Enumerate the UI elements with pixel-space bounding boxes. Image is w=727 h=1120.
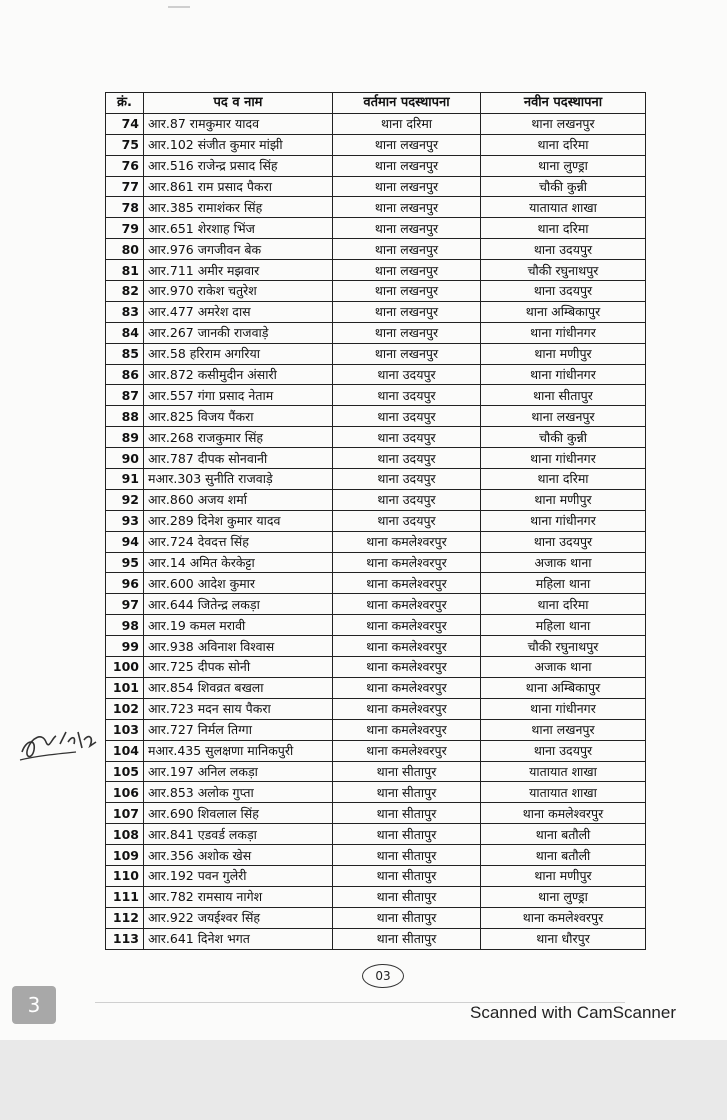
serial-cell: 88: [106, 406, 144, 427]
current-posting-cell: थाना कमलेश्वरपुर: [333, 719, 481, 740]
current-posting-cell: थाना लखनपुर: [333, 134, 481, 155]
serial-cell: 75: [106, 134, 144, 155]
table-row: [106, 845, 646, 866]
table-row: [106, 761, 646, 782]
serial-cell: 74: [106, 113, 144, 134]
current-posting-cell: थाना कमलेश्वरपुर: [333, 740, 481, 761]
new-posting-cell: थाना गांधीनगर: [481, 510, 646, 531]
name-cell: आर.19 कमल मरावी: [144, 615, 333, 636]
current-posting-cell: थाना लखनपुर: [333, 176, 481, 197]
serial-cell: 95: [106, 552, 144, 573]
table-row: [106, 113, 646, 134]
new-posting-cell: अजाक थाना: [481, 552, 646, 573]
serial-cell: 111: [106, 886, 144, 907]
new-posting-cell: थाना बतौली: [481, 824, 646, 845]
current-posting-cell: थाना कमलेश्वरपुर: [333, 531, 481, 552]
name-cell: आर.711 अमीर मझवार: [144, 260, 333, 281]
current-posting-cell: थाना सीतापुर: [333, 845, 481, 866]
current-posting-cell: थाना लखनपुर: [333, 260, 481, 281]
name-cell: आर.87 रामकुमार यादव: [144, 113, 333, 134]
table-row: [106, 343, 646, 364]
serial-cell: 109: [106, 845, 144, 866]
new-posting-cell: थाना धौरपुर: [481, 928, 646, 949]
table-row: [106, 260, 646, 281]
name-cell: आर.516 राजेन्द्र प्रसाद सिंह: [144, 155, 333, 176]
new-posting-cell: थाना उदयपुर: [481, 239, 646, 260]
name-cell: आर.970 राकेश चतुरेश: [144, 281, 333, 302]
current-posting-cell: थाना उदयपुर: [333, 489, 481, 510]
current-posting-cell: थाना लखनपुर: [333, 197, 481, 218]
handwritten-signature: [16, 718, 98, 766]
name-cell: आर.782 रामसाय नागेश: [144, 886, 333, 907]
new-posting-cell: थाना उदयपुर: [481, 740, 646, 761]
table-row: [106, 740, 646, 761]
table-row: [106, 364, 646, 385]
name-cell: आर.102 संजीत कुमार मांझी: [144, 134, 333, 155]
current-posting-cell: थाना सीतापुर: [333, 907, 481, 928]
serial-cell: 90: [106, 448, 144, 469]
header-new-posting: नवीन पदस्थापना: [481, 93, 646, 114]
name-cell: आर.268 राजकुमार सिंह: [144, 427, 333, 448]
table-row: [106, 218, 646, 239]
new-posting-cell: चौकी रघुनाथपुर: [481, 636, 646, 657]
current-posting-cell: थाना कमलेश्वरपुर: [333, 573, 481, 594]
header-name: पद व नाम: [144, 93, 333, 114]
table-row: [106, 469, 646, 490]
new-posting-cell: थाना दरिमा: [481, 594, 646, 615]
new-posting-cell: महिला थाना: [481, 573, 646, 594]
name-cell: आर.787 दीपक सोनवानी: [144, 448, 333, 469]
table-row: [106, 448, 646, 469]
serial-cell: 85: [106, 343, 144, 364]
current-posting-cell: थाना उदयपुर: [333, 448, 481, 469]
name-cell: आर.853 अलोक गुप्ता: [144, 782, 333, 803]
serial-cell: 84: [106, 322, 144, 343]
table-row: [106, 573, 646, 594]
current-posting-cell: थाना उदयपुर: [333, 427, 481, 448]
new-posting-cell: थाना अम्बिकापुर: [481, 301, 646, 322]
name-cell: आर.289 दिनेश कुमार यादव: [144, 510, 333, 531]
name-cell: आर.922 जयईश्वर सिंह: [144, 907, 333, 928]
serial-cell: 86: [106, 364, 144, 385]
table-row: [106, 803, 646, 824]
new-posting-cell: थाना गांधीनगर: [481, 698, 646, 719]
new-posting-cell: थाना मणीपुर: [481, 343, 646, 364]
table-row: [106, 657, 646, 678]
table-row: [106, 698, 646, 719]
current-posting-cell: थाना सीतापुर: [333, 886, 481, 907]
new-posting-cell: थाना लुण्ड्रा: [481, 155, 646, 176]
serial-cell: 89: [106, 427, 144, 448]
table-row: [106, 782, 646, 803]
table-row: [106, 322, 646, 343]
serial-cell: 91: [106, 469, 144, 490]
name-cell: आर.723 मदन साय पैकरा: [144, 698, 333, 719]
current-posting-cell: थाना उदयपुर: [333, 364, 481, 385]
table-row: [106, 155, 646, 176]
serial-cell: 107: [106, 803, 144, 824]
serial-cell: 99: [106, 636, 144, 657]
name-cell: आर.727 निर्मल तिग्गा: [144, 719, 333, 740]
scan-mark: [168, 6, 190, 8]
table-row: [106, 406, 646, 427]
current-posting-cell: थाना लखनपुर: [333, 155, 481, 176]
table-row: [106, 239, 646, 260]
current-posting-cell: थाना उदयपुर: [333, 510, 481, 531]
new-posting-cell: थाना अम्बिकापुर: [481, 677, 646, 698]
new-posting-cell: चौकी कुन्नी: [481, 176, 646, 197]
new-posting-cell: थाना कमलेश्वरपुर: [481, 803, 646, 824]
new-posting-cell: थाना लुण्ड्रा: [481, 886, 646, 907]
transfer-table: [105, 92, 646, 950]
name-cell: आर.841 एडवर्ड लकड़ा: [144, 824, 333, 845]
table-row: [106, 928, 646, 949]
serial-cell: 81: [106, 260, 144, 281]
serial-cell: 100: [106, 657, 144, 678]
name-cell: आर.690 शिवलाल सिंह: [144, 803, 333, 824]
new-posting-cell: थाना दरिमा: [481, 218, 646, 239]
new-posting-cell: थाना लखनपुर: [481, 113, 646, 134]
new-posting-cell: थाना सीतापुर: [481, 385, 646, 406]
new-posting-cell: यातायात शाखा: [481, 782, 646, 803]
table-row: [106, 510, 646, 531]
serial-cell: 104: [106, 740, 144, 761]
new-posting-cell: थाना दरिमा: [481, 469, 646, 490]
table-row: [106, 385, 646, 406]
table-row: [106, 824, 646, 845]
current-posting-cell: थाना सीतापुर: [333, 803, 481, 824]
name-cell: आर.861 राम प्रसाद पैकरा: [144, 176, 333, 197]
name-cell: आर.976 जगजीवन बेक: [144, 239, 333, 260]
table-row: [106, 176, 646, 197]
table-row: [106, 531, 646, 552]
serial-cell: 82: [106, 281, 144, 302]
name-cell: आर.385 रामाशंकर सिंह: [144, 197, 333, 218]
serial-cell: 93: [106, 510, 144, 531]
new-posting-cell: थाना गांधीनगर: [481, 364, 646, 385]
current-posting-cell: थाना सीतापुर: [333, 761, 481, 782]
new-posting-cell: थाना लखनपुर: [481, 406, 646, 427]
current-posting-cell: थाना कमलेश्वरपुर: [333, 615, 481, 636]
current-posting-cell: थाना कमलेश्वरपुर: [333, 636, 481, 657]
current-posting-cell: थाना सीतापुर: [333, 824, 481, 845]
new-posting-cell: थाना दरिमा: [481, 134, 646, 155]
table-row: [106, 865, 646, 886]
name-cell: आर.860 अजय शर्मा: [144, 489, 333, 510]
current-posting-cell: थाना उदयपुर: [333, 406, 481, 427]
header-serial: क्रं.: [106, 93, 144, 114]
page-number: 03: [362, 964, 404, 988]
serial-cell: 98: [106, 615, 144, 636]
current-posting-cell: थाना लखनपुर: [333, 301, 481, 322]
scanner-watermark: Scanned with CamScanner: [470, 1003, 677, 1022]
serial-cell: 77: [106, 176, 144, 197]
name-cell: आर.854 शिवव्रत बखला: [144, 677, 333, 698]
table-row: [106, 907, 646, 928]
serial-cell: 101: [106, 677, 144, 698]
name-cell: आर.192 पवन गुलेरी: [144, 865, 333, 886]
name-cell: आर.938 अविनाश विश्वास: [144, 636, 333, 657]
current-posting-cell: थाना लखनपुर: [333, 218, 481, 239]
new-posting-cell: थाना बतौली: [481, 845, 646, 866]
name-cell: आर.267 जानकी राजवाड़े: [144, 322, 333, 343]
current-posting-cell: थाना लखनपुर: [333, 239, 481, 260]
name-cell: आर.557 गंगा प्रसाद नेताम: [144, 385, 333, 406]
current-posting-cell: थाना कमलेश्वरपुर: [333, 594, 481, 615]
name-cell: आर.651 शेरशाह भिंज: [144, 218, 333, 239]
table-row: [106, 489, 646, 510]
name-cell: आर.724 देवदत्त सिंह: [144, 531, 333, 552]
new-posting-cell: थाना गांधीनगर: [481, 322, 646, 343]
current-posting-cell: थाना कमलेश्वरपुर: [333, 677, 481, 698]
current-posting-cell: थाना सीतापुर: [333, 928, 481, 949]
name-cell: मआर.435 सुलक्षणा मानिकपुरी: [144, 740, 333, 761]
current-posting-cell: थाना दरिमा: [333, 113, 481, 134]
new-posting-cell: थाना मणीपुर: [481, 489, 646, 510]
name-cell: आर.356 अशोक खेस: [144, 845, 333, 866]
table-row: [106, 719, 646, 740]
serial-cell: 110: [106, 865, 144, 886]
serial-cell: 113: [106, 928, 144, 949]
name-cell: आर.725 दीपक सोनी: [144, 657, 333, 678]
name-cell: आर.644 जितेन्द्र लकड़ा: [144, 594, 333, 615]
table-row: [106, 197, 646, 218]
serial-cell: 97: [106, 594, 144, 615]
serial-cell: 87: [106, 385, 144, 406]
current-posting-cell: थाना कमलेश्वरपुर: [333, 552, 481, 573]
new-posting-cell: चौकी कुन्नी: [481, 427, 646, 448]
serial-cell: 94: [106, 531, 144, 552]
new-posting-cell: थाना मणीपुर: [481, 865, 646, 886]
new-posting-cell: यातायात शाखा: [481, 197, 646, 218]
name-cell: आर.58 हरिराम अगरिया: [144, 343, 333, 364]
serial-cell: 102: [106, 698, 144, 719]
page-badge: 3: [12, 986, 56, 1024]
name-cell: आर.825 विजय पैंकरा: [144, 406, 333, 427]
serial-cell: 78: [106, 197, 144, 218]
name-cell: आर.872 कसीमुदीन अंसारी: [144, 364, 333, 385]
current-posting-cell: थाना कमलेश्वरपुर: [333, 698, 481, 719]
serial-cell: 112: [106, 907, 144, 928]
current-posting-cell: थाना कमलेश्वरपुर: [333, 657, 481, 678]
table-row: [106, 886, 646, 907]
name-cell: आर.197 अनिल लकड़ा: [144, 761, 333, 782]
serial-cell: 106: [106, 782, 144, 803]
serial-cell: 96: [106, 573, 144, 594]
serial-cell: 108: [106, 824, 144, 845]
table-row: [106, 615, 646, 636]
new-posting-cell: थाना उदयपुर: [481, 281, 646, 302]
serial-cell: 105: [106, 761, 144, 782]
new-posting-cell: चौकी रघुनाथपुर: [481, 260, 646, 281]
new-posting-cell: थाना लखनपुर: [481, 719, 646, 740]
current-posting-cell: थाना लखनपुर: [333, 281, 481, 302]
table-row: [106, 427, 646, 448]
table-row: [106, 594, 646, 615]
table-header-row: [106, 93, 646, 114]
new-posting-cell: थाना गांधीनगर: [481, 448, 646, 469]
current-posting-cell: थाना लखनपुर: [333, 343, 481, 364]
serial-cell: 103: [106, 719, 144, 740]
serial-cell: 76: [106, 155, 144, 176]
new-posting-cell: थाना कमलेश्वरपुर: [481, 907, 646, 928]
new-posting-cell: महिला थाना: [481, 615, 646, 636]
current-posting-cell: थाना लखनपुर: [333, 322, 481, 343]
header-current-posting: वर्तमान पदस्थापना: [333, 93, 481, 114]
new-posting-cell: थाना उदयपुर: [481, 531, 646, 552]
serial-cell: 79: [106, 218, 144, 239]
name-cell: आर.641 दिनेश भगत: [144, 928, 333, 949]
name-cell: आर.477 अमरेश दास: [144, 301, 333, 322]
table-row: [106, 552, 646, 573]
new-posting-cell: यातायात शाखा: [481, 761, 646, 782]
table-row: [106, 281, 646, 302]
serial-cell: 80: [106, 239, 144, 260]
table-row: [106, 677, 646, 698]
current-posting-cell: थाना उदयपुर: [333, 469, 481, 490]
current-posting-cell: थाना सीतापुर: [333, 865, 481, 886]
serial-cell: 83: [106, 301, 144, 322]
table-row: [106, 301, 646, 322]
name-cell: आर.14 अमित केरकेट्टा: [144, 552, 333, 573]
serial-cell: 92: [106, 489, 144, 510]
new-posting-cell: अजाक थाना: [481, 657, 646, 678]
current-posting-cell: थाना सीतापुर: [333, 782, 481, 803]
name-cell: मआर.303 सुनीति राजवाड़े: [144, 469, 333, 490]
name-cell: आर.600 आदेश कुमार: [144, 573, 333, 594]
current-posting-cell: थाना उदयपुर: [333, 385, 481, 406]
table-row: [106, 134, 646, 155]
table-row: [106, 636, 646, 657]
